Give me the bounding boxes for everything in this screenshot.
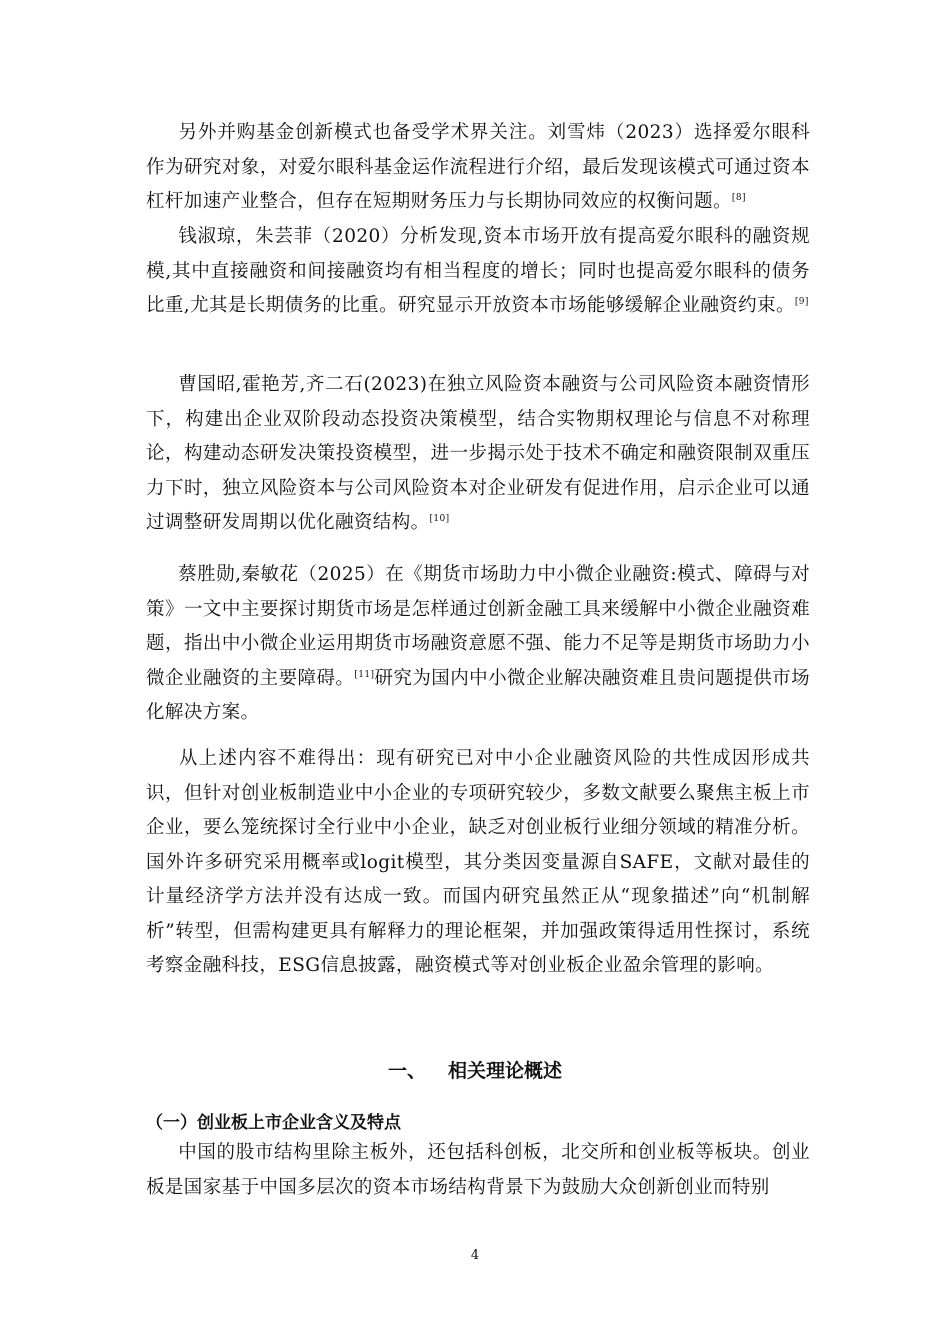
paragraph-4 [146, 558, 810, 731]
subsection-heading: （一）创业板上市企业含义及特点 [146, 1113, 401, 1133]
paragraph-text: 曹国昭,霍艳芳,齐二石(2023)在独立风险资本融资与公司风险资本融资情形下，构建出企业双阶段动态投资决策模型，结合实物期权理论与信息不对称理论，构建动态研发决策投资模型，进一步揭示处于技术不确定和融资限制双重压力下时，独立风险资本与公司风险资本对企业研发有促进作用，启示企业可以通过调整研发周期以优化融资结构。 [146, 374, 810, 533]
paragraph-text: 钱淑琼，朱芸菲（2020）分析发现,资本市场开放有提高爱尔眼科的融资规模,其中直接融资和间接融资均有相当程度的增长；同时也提高爱尔眼科的债务比重,尤其是长期债务的比重。研究显示开放资本市场能够缓解企业融资约束。 [146, 226, 810, 316]
section-heading [0, 1056, 950, 1083]
section-title: 相关理论概述 [448, 1060, 563, 1082]
citation-ref: [8] [731, 192, 746, 203]
paragraph-3 [146, 368, 810, 541]
citation-ref: [9] [794, 296, 809, 307]
paragraph-text: 另外并购基金创新模式也备受学术界关注。刘雪炜（2023）选择爱尔眼科作为研究对象，对爱尔眼科基金运作流程进行介绍，最后发现该模式可通过资本杠杆加速产业整合，但存在短期财务压力与长期协同效应的权衡问题。 [146, 122, 810, 212]
section-number: 一、 [387, 1060, 426, 1082]
paragraph-text: 蔡胜勋,秦敏花（2025）在《期货市场助力中小微企业融资:模式、障碍与对策》一文中主要探讨期货市场是怎样通过创新金融工具来缓解中小微企业融资难题，指出中小微企业运用期货市场融资意愿不强、能力不足等是期货市场助力小微企业融资的主要障碍。 [146, 564, 810, 689]
paragraph-text: 从上述内容不难得出：现有研究已对中小企业融资风险的共性成因形成共识，但针对创业板制造业中小企业的专项研究较少，多数文献要么聚焦主板上市企业，要么笼统探讨全行业中小企业，缺乏对创业板行业细分领域的精准分析。国外许多研究采用概率或logit模型，其分类因变量源自SAFE，文献对最佳的计量经济学方法并没有达成一致。而国内研究虽然正从“现象描述”向“机制解析”转型，但需构建更具有解释力的理论框架，并加强政策得适用性探讨，系统考察金融科技，ESG信息披露，融资模式等对创业板企业盈余管理的影响。 [146, 748, 810, 976]
citation-ref: [11] [354, 669, 375, 680]
paragraph-6 [146, 1136, 810, 1205]
paragraph-1 [146, 116, 810, 220]
paragraph-2 [146, 220, 810, 324]
page-number: 4 [470, 1248, 480, 1263]
paragraph-text: 中国的股市结构里除主板外，还包括科创板，北交所和创业板等板块。创业板是国家基于中国多层次的资本市场结构背景下为鼓励大众创新创业而特别 [146, 1142, 810, 1198]
paragraph-tail-text: 研究为国内中小微企业解决融资难且贵问题提供市场化解决方案。 [146, 667, 810, 723]
citation-ref: [10] [429, 513, 450, 524]
paragraph-5 [146, 742, 810, 984]
